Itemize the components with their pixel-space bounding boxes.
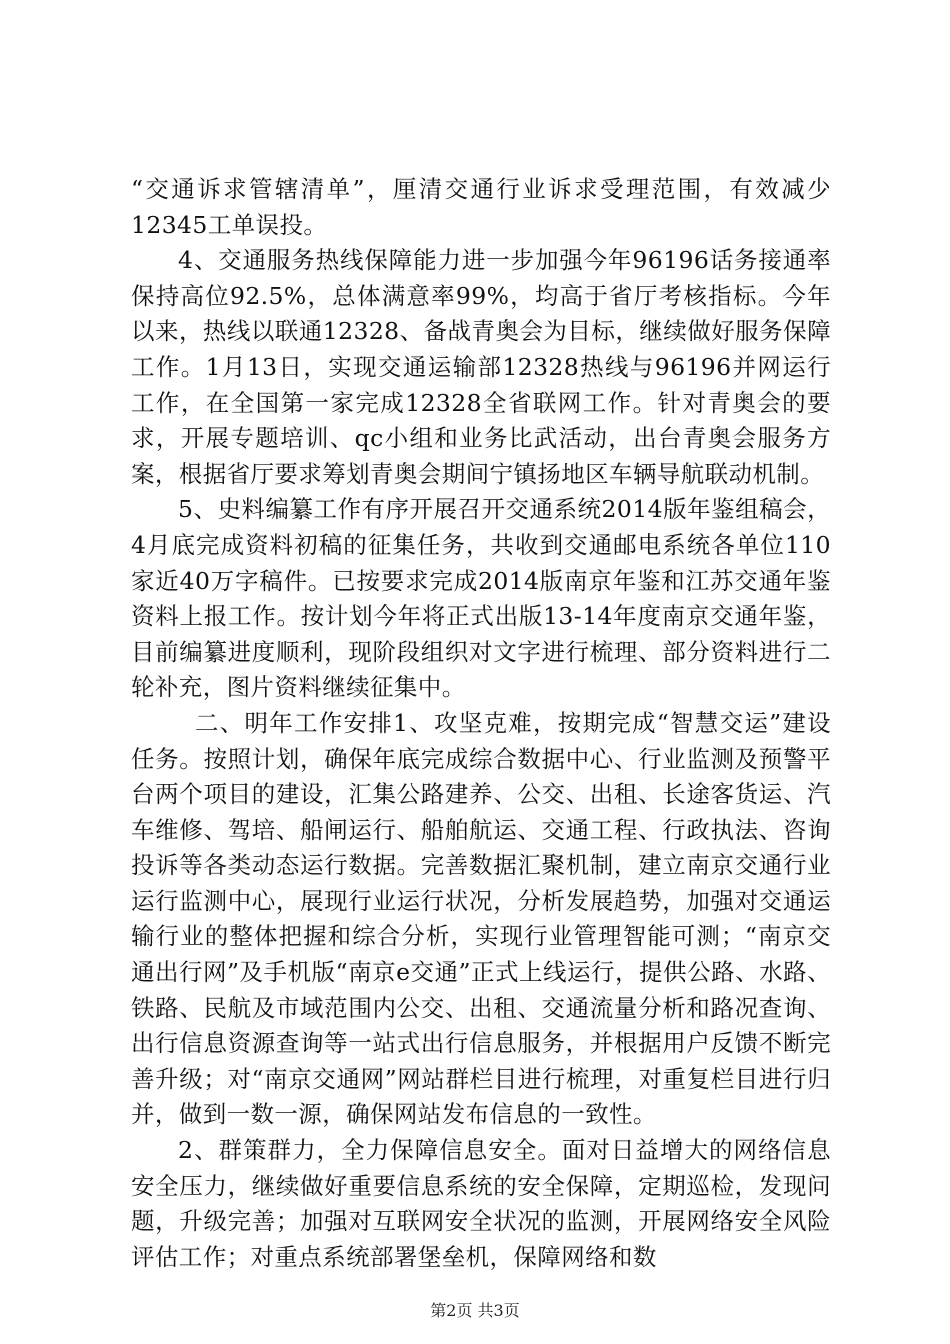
paragraph-next-year-plan: 二、明年工作安排1、攻坚克难，按期完成“智慧交运”建设任务。按照计划，确保年底完成综合数据中心、行业监测及预警平台两个项目的建设，汇集公路建养、公交、出租、长途客货运、汽车维修、驾培、船闸运行、船舶航运、交通工程、行政执法、咨询投诉等各类动态运行数据。完善数据汇聚机制，建立南京交通行业运行监测中心，展现行业运行状况，分析发展趋势，加强对交通运输行业的整体把握和综合分析，实现行业管理智能可测；“南京交通出行网”及手机版“南京e交通”正式上线运行，提供公路、水路、铁路、民航及市域范围内公交、出租、交通流量分析和路况查询、出行信息资源查询等一站式出行信息服务，并根据用户反馈不断完善升级；对“南京交通网”网站群栏目进行梳理，对重复栏目进行归并，做到一数一源，确保网站发布信息的一致性。 [131, 708, 831, 1129]
paragraph-continuation: “交通诉求管辖清单”，厘清交通行业诉求受理范围，有效减少12345工单误投。 [131, 175, 831, 239]
paragraph-hotline: 4、交通服务热线保障能力进一步加强今年96196话务接通率保持高位92.5%，总体满意率99%，均高于省厅考核指标。今年以来，热线以联通12328、备战青奥会为目标，继续做好服务保障工作。1月13日，实现交通运输部12328热线与96196并网运行工作，在全国第一家完成12328全省联网工作。针对青奥会的要求，开展专题培训、qc小组和业务比武活动，出台青奥会服务方案，根据省厅要求筹划青奥会期间宁镇扬地区车辆导航联动机制。 [131, 246, 831, 488]
paragraph-yearbook: 5、史料编纂工作有序开展召开交通系统2014版年鉴组稿会，4月底完成资料初稿的征集任务，共收到交通邮电系统各单位110家近40万字稿件。已按要求完成2014版南京年鉴和江苏交通年鉴资料上报工作。按计划今年将正式出版13-14年度南京交通年鉴，目前编纂进度顺利，现阶段组织对文字进行梳理、部分资料进行二轮补充，图片资料继续征集中。 [131, 495, 831, 702]
paragraph-info-security: 2、群策群力，全力保障信息安全。面对日益增大的网络信息安全压力，继续做好重要信息系统的安全保障，定期巡检，发现问题，升级完善；加强对互联网安全状况的监测，开展网络安全风险评估工作；对重点系统部署堡垒机，保障网络和数 [131, 1136, 831, 1271]
page-footer [0, 1301, 950, 1321]
document-body [131, 172, 831, 1275]
page-number: 第2页 共3页 [430, 1301, 520, 1320]
